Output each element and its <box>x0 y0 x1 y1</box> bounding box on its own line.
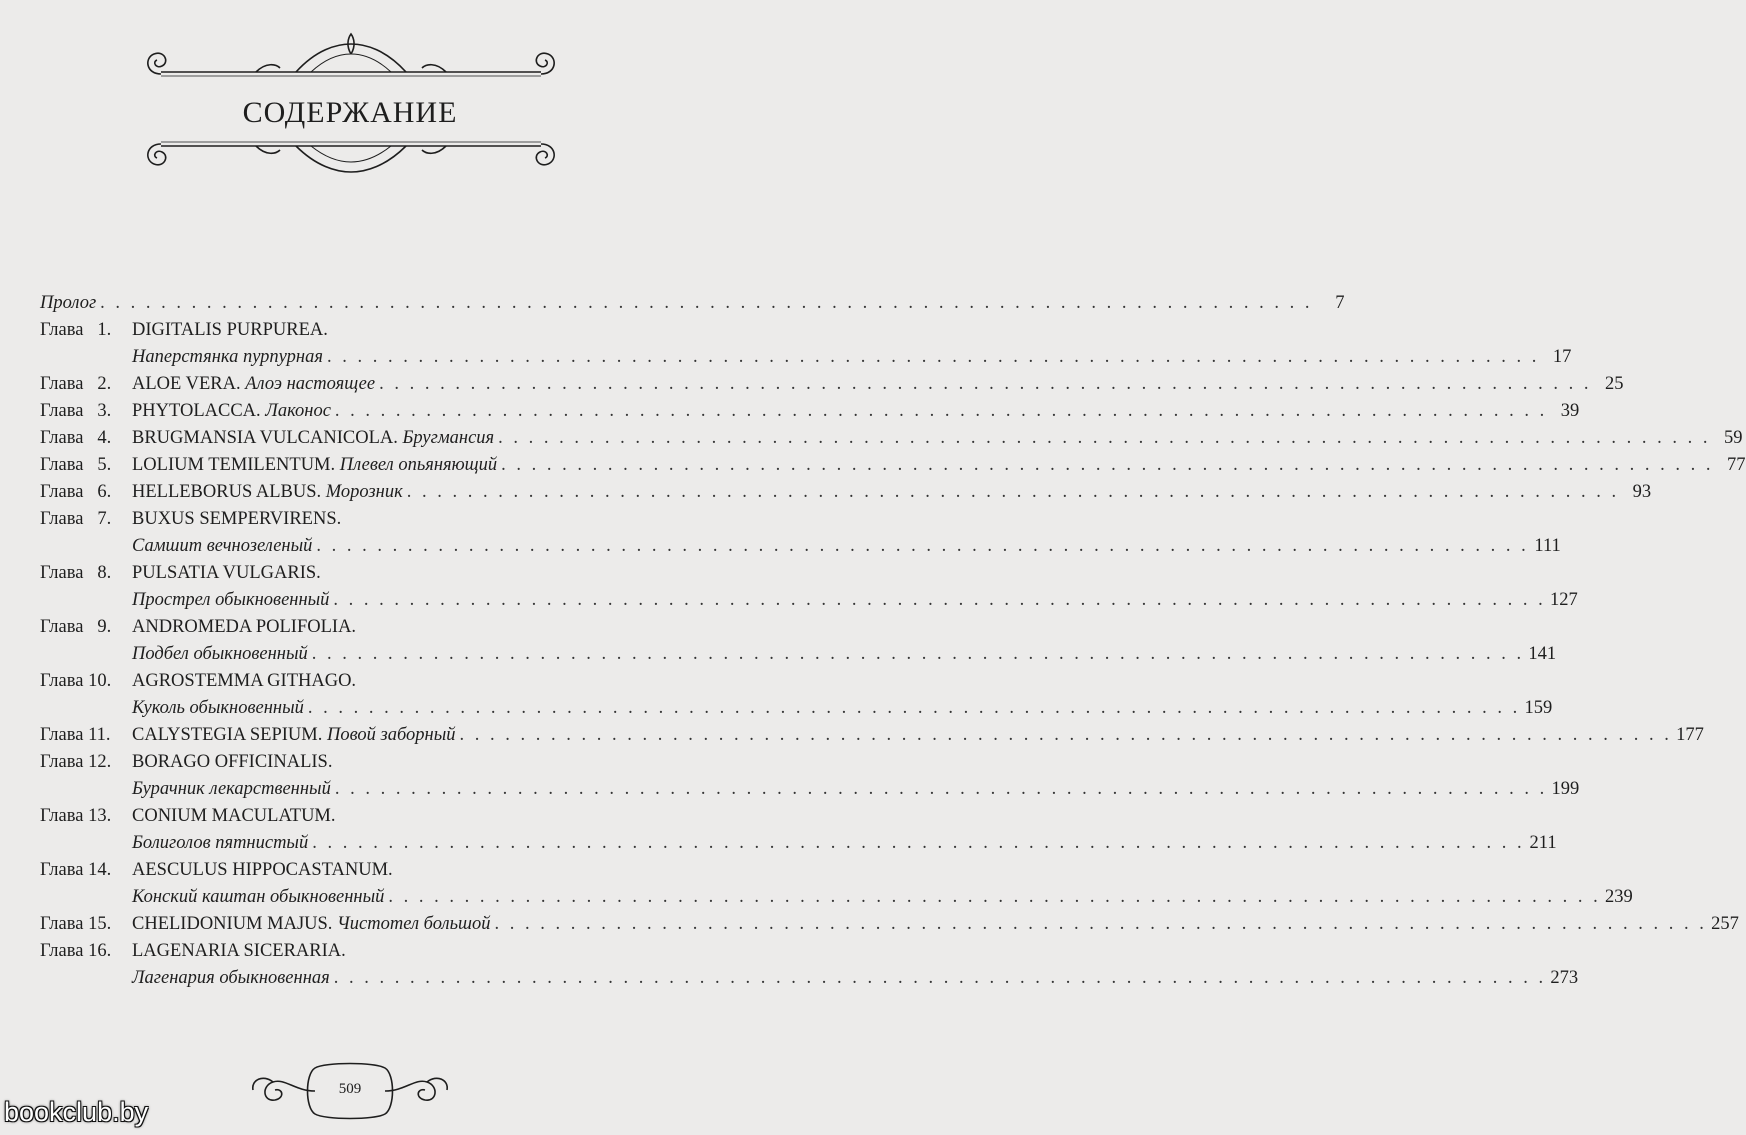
toc-entry <box>40 452 1746 479</box>
chapter-subtitle: Чистотел большой <box>332 914 491 934</box>
toc-entry <box>40 506 1561 560</box>
chapter-label: Глава 11. <box>40 725 111 745</box>
table-of-contents <box>40 290 1746 992</box>
bottom-ornament-icon <box>136 132 566 192</box>
toc-line <box>40 803 620 830</box>
leader-dots: . . . . . . . . . . . . . . . . . . . . . . . . . . . . . . . . . . . . . . . . . . . . . . . . . . . . . . . . . . . . . . . . . . . . . . . . . . . . . . . . <box>501 455 1714 475</box>
chapter-subtitle: Подбел обыкновенный <box>132 644 308 664</box>
chapter-label: Глава 5. <box>40 455 112 475</box>
page-ref: 273 <box>1550 968 1579 988</box>
chapter-title: CHELIDONIUM MAJUS. <box>132 914 333 934</box>
leader-dots: . . . . . . . . . . . . . . . . . . . . . . . . . . . . . . . . . . . . . . . . . . . . . . . . . . . . . . . . . . . . . . . . . . . . . . . . . . . . . . . . <box>312 833 1525 853</box>
chapter-title: BRUGMANSIA VULCANICOLA. <box>132 428 398 448</box>
page-ref: 257 <box>1711 914 1739 934</box>
chapter-title: LOLIUM TEMILENTUM. <box>132 455 336 475</box>
chapter-label: Глава 14. <box>40 860 112 880</box>
chapter-title: BORAGO OFFICINALIS. <box>132 752 333 772</box>
page-title: СОДЕРЖАНИЕ <box>242 96 458 129</box>
page-ref: 7 <box>1335 293 1345 313</box>
toc-line <box>40 884 1633 911</box>
page-ref: 25 <box>1604 374 1624 394</box>
toc-entry <box>40 290 1345 317</box>
leader-dots: . . . . . . . . . . . . . . . . . . . . . . . . . . . . . . . . . . . . . . . . . . . . . . . . . . . . . . . . . . . . . . . . . . . . . . . . . . . . . . . . <box>334 779 1548 799</box>
page-ref: 39 <box>1560 401 1580 421</box>
chapter-label: Глава 7. <box>40 509 112 529</box>
toc-entry <box>40 749 1580 803</box>
page-ref: 59 <box>1724 428 1743 448</box>
leader-dots: . . . . . . . . . . . . . . . . . . . . . . . . . . . . . . . . . . . . . . . . . . . . . . . . . . . . . . . . . . . . . . . . . . . . . . . . . . . . . . . . <box>334 401 1548 421</box>
chapter-subtitle: Самшит вечнозеленый <box>132 536 313 556</box>
chapter-title: PULSATIA VULGARIS. <box>132 563 321 583</box>
toc-line <box>40 614 620 641</box>
leader-dots: . . . . . . . . . . . . . . . . . . . . . . . . . . . . . . . . . . . . . . . . . . . . . . . . . . . . . . . . . . . . . . . . . . . . . . . . . . . . . . . . <box>326 347 1540 367</box>
chapter-label: Глава 2. <box>40 374 112 394</box>
toc-line <box>40 371 1624 398</box>
leader-dots: . . . . . . . . . . . . . . . . . . . . . . . . . . . . . . . . . . . . . . . . . . . . . . . . . . . . . . . . . . . . . . . . . . . . . . . . . . . . . . . . <box>307 698 1521 718</box>
toc-entry <box>40 371 1624 398</box>
chapter-subtitle: Болиголов пятнистый <box>132 833 309 853</box>
chapter-subtitle: Куколь обыкновенный <box>132 698 304 718</box>
chapter-subtitle: Морозник <box>321 482 403 502</box>
chapter-label: Глава 15. <box>40 914 112 934</box>
toc-line <box>40 398 1580 425</box>
toc-line <box>40 857 620 884</box>
toc-line <box>40 452 1746 479</box>
page-ref: 17 <box>1552 347 1572 367</box>
toc-entry <box>40 560 1578 614</box>
chapter-title: AESCULUS HIPPOCASTANUM. <box>132 860 393 880</box>
chapter-label: Глава 3. <box>40 401 112 421</box>
chapter-title: CALYSTEGIA SEPIUM. <box>132 725 323 745</box>
chapter-label: Глава 10. <box>40 671 112 691</box>
leader-dots: . . . . . . . . . . . . . . . . . . . . . . . . . . . . . . . . . . . . . . . . . . . . . . . . . . . . . . . . . . . . . . . . . . . . . . . . . . . . . . . . <box>333 968 1547 988</box>
chapter-label: Глава 9. <box>40 617 112 637</box>
toc-line <box>40 533 1561 560</box>
watermark: bookclub.by <box>4 1097 149 1127</box>
chapter-label: Глава 16. <box>40 941 112 961</box>
chapter-subtitle: Лагенария обыкновенная <box>132 968 330 988</box>
leader-dots: . . . . . . . . . . . . . . . . . . . . . . . . . . . . . . . . . . . . . . . . . . . . . . . . . . . . . . . . . . . . . . . . . . . . . . . . . . . . . . . . <box>379 374 1592 394</box>
page-ref: 141 <box>1528 644 1557 664</box>
toc-line <box>40 695 1553 722</box>
page-ref: 211 <box>1529 833 1557 853</box>
top-ornament-icon <box>136 30 566 90</box>
page-ref: 77 <box>1727 455 1746 475</box>
leader-dots: . . . . . . . . . . . . . . . . . . . . . . . . . . . . . . . . . . . . . . . . . . . . . . . . . . . . . . . . . . . . . . . . . . . . . . . . . . . . . . . . <box>388 887 1601 907</box>
chapter-title: BUXUS SEMPERVIRENS. <box>132 509 342 529</box>
toc-entry <box>40 668 1553 722</box>
toc-entry <box>40 938 1579 992</box>
toc-line <box>40 668 620 695</box>
toc-line <box>40 317 620 344</box>
toc-line <box>40 425 1743 452</box>
chapter-subtitle: Алоэ настоящее <box>240 374 376 394</box>
chapter-label: Глава 6. <box>40 482 112 502</box>
toc-line <box>40 722 1704 749</box>
chapter-title: DIGITALIS PURPUREA. <box>132 320 328 340</box>
toc-entry <box>40 722 1704 749</box>
chapter-subtitle: Наперстянка пурпурная <box>132 347 323 367</box>
chapter-title: AGROSTEMMA GITHAGO. <box>132 671 357 691</box>
chapter-title: ALOE VERA. <box>132 374 241 394</box>
toc-entry <box>40 614 1557 668</box>
leader-dots: . . . . . . . . . . . . . . . . . . . . . . . . . . . . . . . . . . . . . . . . . . . . . . . . . . . . . . . . . . . . . . . . . . . . . . . . . . . . . . . . <box>494 914 1707 934</box>
page-ref: 239 <box>1604 887 1633 907</box>
toc-line <box>40 344 1572 371</box>
toc-line <box>40 290 1345 317</box>
chapter-title: PHYTOLACCA. <box>132 401 261 421</box>
chapter-title: ANDROMEDA POLIFOLIA. <box>132 617 357 637</box>
chapter-label: Глава 4. <box>40 428 112 448</box>
page-ref: 159 <box>1524 698 1553 718</box>
chapter-subtitle: Бурачник лекарственный <box>132 779 331 799</box>
leader-dots: . . . . . . . . . . . . . . . . . . . . . . . . . . . . . . . . . . . . . . . . . . . . . . . . . . . . . . . . . . . . . . . . . . . . . . . . . . . . . . . . <box>498 428 1711 448</box>
toc-line <box>40 479 1652 506</box>
chapter-subtitle: Пролог <box>40 293 97 313</box>
toc-line <box>40 965 1579 992</box>
page-number: 509 <box>338 1081 362 1097</box>
page-ref: 199 <box>1551 779 1580 799</box>
leader-dots: . . . . . . . . . . . . . . . . . . . . . . . . . . . . . . . . . . . . . . . . . . . . . . . . . . . . . . . . . . . . . . . . . . . . . . . . . . . . . . . . <box>311 644 1525 664</box>
chapter-subtitle: Бругмансия <box>397 428 495 448</box>
toc-entry <box>40 479 1652 506</box>
chapter-subtitle: Лаконос <box>260 401 331 421</box>
leader-dots: . . . . . . . . . . . . . . . . . . . . . . . . . . . . . . . . . . . . . . . . . . . . . . . . . . . . . . . . . . . . . . . . . . . . . . . . . . . . . . . . <box>406 482 1620 502</box>
page-ref: 177 <box>1676 725 1704 745</box>
toc-entry <box>40 911 1739 938</box>
toc-entry <box>40 803 1557 857</box>
chapter-title: LAGENARIA SICERARIA. <box>132 941 346 961</box>
leader-dots: . . . . . . . . . . . . . . . . . . . . . . . . . . . . . . . . . . . . . . . . . . . . . . . . . . . . . . . . . . . . . . . . . . . . . . . . . . . . . . . . <box>316 536 1529 556</box>
toc-line <box>40 560 620 587</box>
toc-line <box>40 587 1578 614</box>
toc-line <box>40 749 620 776</box>
toc-line <box>40 776 1580 803</box>
toc-entry <box>40 398 1580 425</box>
leader-dots: . . . . . . . . . . . . . . . . . . . . . . . . . . . . . . . . . . . . . . . . . . . . . . . . . . . . . . . . . . . . . . . . . . . . . . . . . . . . . . . . <box>459 725 1672 745</box>
toc-entry <box>40 857 1633 911</box>
toc-line <box>40 938 620 965</box>
page-ref: 127 <box>1550 590 1578 610</box>
leader-dots: . . . . . . . . . . . . . . . . . . . . . . . . . . . . . . . . . . . . . . . . . . . . . . . . . . . . . . . . . . . . . . . . . . . . . . . . . . . . . . . . <box>333 590 1546 610</box>
chapter-label: Глава 12. <box>40 752 112 772</box>
chapter-subtitle: Повой заборный <box>322 725 456 745</box>
chapter-subtitle: Плевел опьяняющий <box>335 455 498 475</box>
chapter-label: Глава 13. <box>40 806 112 826</box>
page-ref: 93 <box>1632 482 1652 502</box>
leader-dots: . . . . . . . . . . . . . . . . . . . . . . . . . . . . . . . . . . . . . . . . . . . . . . . . . . . . . . . . . . . . . . . . . . . . . . . . . . . . . . . . <box>100 293 1313 313</box>
toc-line <box>40 506 620 533</box>
chapter-label: Глава 1. <box>40 320 112 340</box>
toc-line <box>40 641 1557 668</box>
toc-entry <box>40 425 1743 452</box>
chapter-title: CONIUM MACULATUM. <box>132 806 336 826</box>
toc-line <box>40 911 1739 938</box>
chapter-label: Глава 8. <box>40 563 112 583</box>
toc-line <box>40 830 1557 857</box>
chapter-subtitle: Конский каштан обыкновенный <box>132 887 385 907</box>
chapter-title: HELLEBORUS ALBUS. <box>132 482 322 502</box>
toc-entry <box>40 317 1572 371</box>
page-ref: 111 <box>1534 536 1561 556</box>
chapter-subtitle: Прострел обыкновенный <box>132 590 330 610</box>
